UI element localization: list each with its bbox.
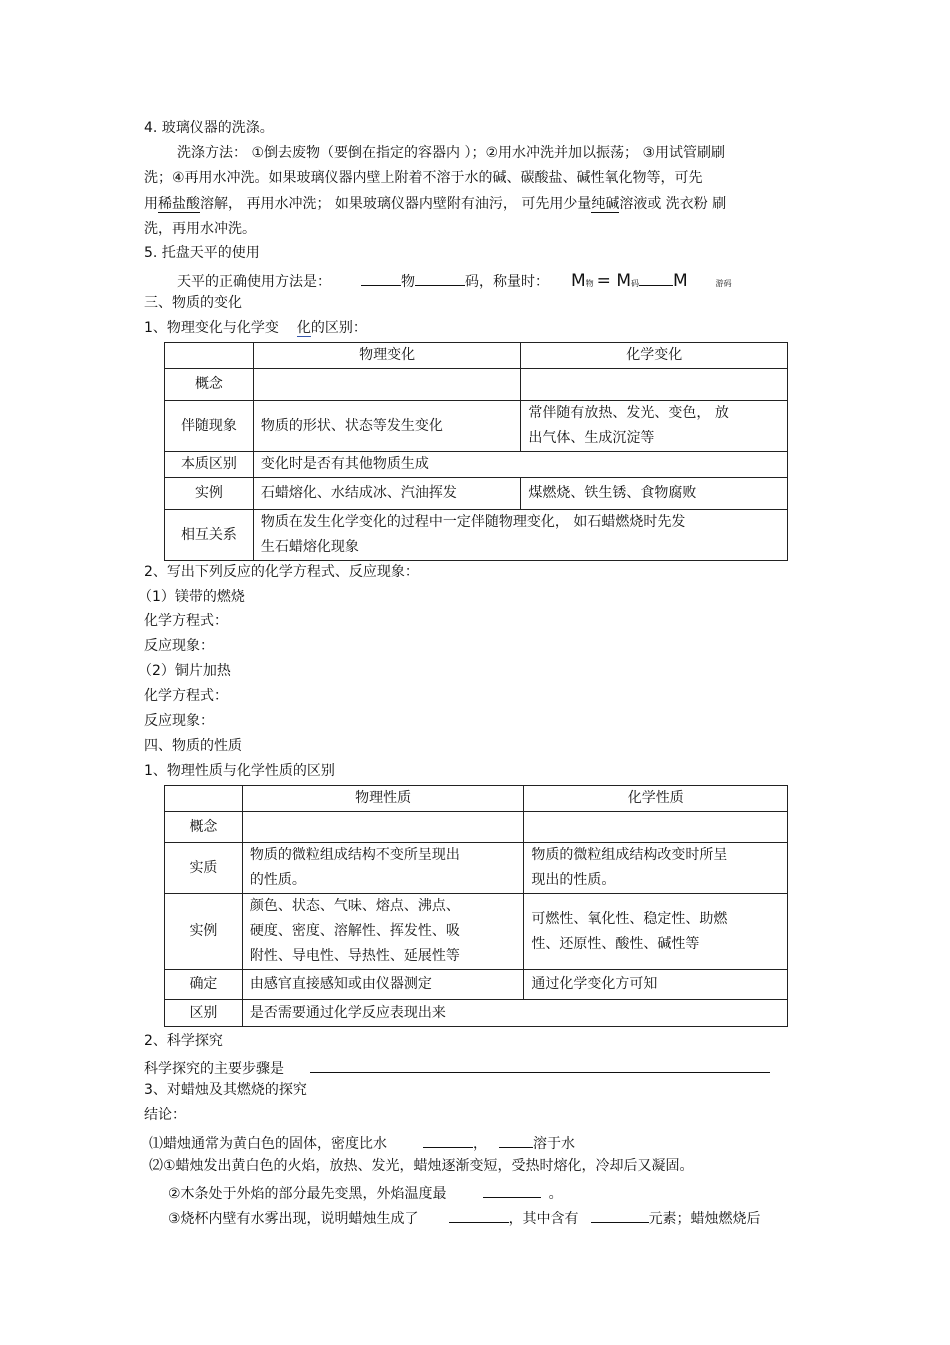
cell-line: 物质的微粒组成结构改变时所呈 <box>531 847 728 863</box>
wash-method-line-4: 洗，再用水冲洗。 <box>144 221 256 237</box>
section-5-title: 5. 托盘天平的使用 <box>144 245 260 261</box>
text: ③烧杯内壁有水雾出现，说明蜡烛生成了 <box>168 1211 419 1227</box>
header-chemical-change: 化学变化 <box>521 343 788 369</box>
table-cell <box>521 401 788 452</box>
text: 溶于水 <box>533 1136 575 1152</box>
text: ， <box>473 1136 487 1152</box>
question-2: 2、写出下列反应的化学方程式、反应现象： <box>144 564 419 580</box>
reaction-2: （2）铜片加热 <box>138 663 231 679</box>
blank <box>415 269 465 286</box>
row-label-essence: 本质区别 <box>165 452 254 478</box>
text: 码，称量时： <box>465 274 549 290</box>
subscript: 游码 <box>715 279 732 288</box>
conclusion-1 <box>149 1131 575 1154</box>
text: ②木条处于外焰的部分最先变黑，外焰温度最 <box>168 1186 447 1202</box>
question-candle: 3、对蜡烛及其燃烧的探究 <box>144 1082 307 1098</box>
question-properties: 1、物理性质与化学性质的区别 <box>144 763 335 779</box>
table-cell <box>524 894 788 970</box>
inquiry-steps-line <box>144 1056 770 1079</box>
row-label-concept: 概念 <box>165 369 254 401</box>
table-cell: 变化时是否有其他物质生成 <box>253 452 787 478</box>
blank <box>449 1206 509 1223</box>
cell-line: 的性质。 <box>249 872 306 888</box>
section-four-title: 四、物质的性质 <box>144 738 242 754</box>
table-cell: 石蜡熔化、水结成冰、汽油挥发 <box>253 478 521 510</box>
table-cell: 物质的形状、状态等发生变化 <box>253 401 521 452</box>
phenomenon-label-2: 反应现象： <box>144 713 214 729</box>
text: 的区别： <box>310 320 367 336</box>
text: 用 <box>144 196 158 212</box>
question-1 <box>144 318 367 338</box>
cell-line: 物质的微粒组成结构不变所呈现出 <box>249 847 460 863</box>
row-label-difference: 区别 <box>165 1000 243 1027</box>
cell-line: 常伴随有放热、发光、变色， 放 <box>528 405 729 421</box>
conclusion-4 <box>168 1206 761 1229</box>
table-cell <box>165 786 243 812</box>
cell-line: 可燃性、氧化性、稳定性、助燃 <box>531 910 728 927</box>
question-inquiry: 2、科学探究 <box>144 1033 223 1049</box>
section-three-title: 三、物质的变化 <box>144 295 242 311</box>
table-cell: 由感官直接感知或由仪器测定 <box>242 970 524 1000</box>
table-cell: 是否需要通过化学反应表现出来 <box>242 1000 787 1027</box>
text: 1、物理变化与化学变 <box>144 320 279 336</box>
row-label-concept: 概念 <box>165 812 243 843</box>
cell-line: 出气体、生成沉淀等 <box>528 430 655 446</box>
conclusion-label: 结论： <box>144 1107 186 1123</box>
equals-mass: = M <box>596 271 631 291</box>
subscript: 物 <box>585 279 594 288</box>
table-physical-chemical-change <box>164 342 788 561</box>
section-4-title: 4. 玻璃仪器的洗涤。 <box>144 120 274 136</box>
conclusion-2: ⑵①蜡烛发出黄白色的火焰，放热、发光，蜡烛逐渐变短，受热时熔化，冷却后又凝固。 <box>149 1158 694 1174</box>
balance-usage-line <box>177 269 732 294</box>
cell-line: 现出的性质。 <box>531 872 616 888</box>
blank <box>591 1206 649 1223</box>
text: 。 <box>548 1186 563 1202</box>
text: 化 <box>296 320 311 336</box>
mass-symbol: M <box>673 271 688 291</box>
equation-label-1: 化学方程式： <box>144 613 228 629</box>
header-physical-change: 物理变化 <box>253 343 521 369</box>
cell-line: 生石蜡熔化现象 <box>260 539 359 555</box>
text: 天平的正确使用方法是： <box>177 274 331 290</box>
blank <box>361 269 401 286</box>
table-cell <box>242 843 524 894</box>
cell-line: 硬度、密度、溶解性、挥发性、吸 <box>249 923 460 939</box>
cell-line: 颜色、状态、气味、熔点、沸点、 <box>249 898 460 914</box>
equation-label-2: 化学方程式： <box>144 688 228 704</box>
row-label-examples: 实例 <box>165 894 243 970</box>
wash-method-line-2: 洗；④再用水冲洗。如果玻璃仪器内壁上附着不溶于水的碱、碳酸盐、碱性氧化物等，可先 <box>144 170 703 186</box>
header-physical-property: 物理性质 <box>242 786 524 812</box>
table-cell: 通过化学变化方可知 <box>524 970 788 1000</box>
cell-line: 物质在发生化学变化的过程中一定伴随物理变化， 如石蜡燃烧时先发 <box>260 514 686 530</box>
blank <box>639 269 673 286</box>
wash-method-line-3 <box>144 194 726 214</box>
row-label-essence: 实质 <box>165 843 243 894</box>
wash-method-line-1: 洗涤方法： ①倒去废物（要倒在指定的容器内 ）；②用水冲洗并加以振荡； ③用试管刷刷 <box>177 145 726 161</box>
phenomenon-label-1: 反应现象： <box>144 638 214 654</box>
text: ，其中含有 <box>508 1211 579 1227</box>
text: ⑴蜡烛通常为黄白色的固体，密度比水 <box>149 1136 387 1152</box>
answer-dilute-hcl: 稀盐酸 <box>158 196 200 212</box>
conclusion-3 <box>168 1181 563 1204</box>
blank <box>423 1131 473 1148</box>
table-cell <box>242 812 524 843</box>
text: 元素；蜡烛燃烧后 <box>648 1211 761 1227</box>
table-cell <box>524 812 788 843</box>
cell-line: 附性、导电性、导热性、延展性等 <box>249 948 460 964</box>
reaction-1: （1）镁带的燃烧 <box>138 589 245 605</box>
row-label-phenomena: 伴随现象 <box>165 401 254 452</box>
row-label-determine: 确定 <box>165 970 243 1000</box>
text: 物 <box>401 274 415 290</box>
text: 溶液或 洗衣粉 刷 <box>619 196 727 212</box>
table-physical-chemical-property <box>164 785 788 1027</box>
table-cell <box>242 894 524 970</box>
table-cell <box>165 343 254 369</box>
header-chemical-property: 化学性质 <box>524 786 788 812</box>
table-cell <box>524 843 788 894</box>
row-label-examples: 实例 <box>165 478 254 510</box>
table-cell <box>253 510 787 561</box>
cell-line: 性、还原性、酸性、碱性等 <box>531 935 700 952</box>
table-cell <box>253 369 521 401</box>
text: 科学探究的主要步骤是 <box>144 1061 284 1077</box>
mass-symbol: M <box>571 271 586 291</box>
blank <box>483 1181 541 1198</box>
blank <box>499 1131 533 1148</box>
subscript: 码 <box>631 279 639 288</box>
answer-soda: 纯碱 <box>591 196 620 212</box>
row-label-relation: 相互关系 <box>165 510 254 561</box>
blank <box>310 1056 770 1073</box>
table-cell: 煤燃烧、铁生锈、食物腐败 <box>521 478 788 510</box>
table-cell <box>521 369 788 401</box>
text: 溶解， 再用水冲洗； 如果玻璃仪器内壁附有油污， 可先用少量 <box>200 196 592 212</box>
